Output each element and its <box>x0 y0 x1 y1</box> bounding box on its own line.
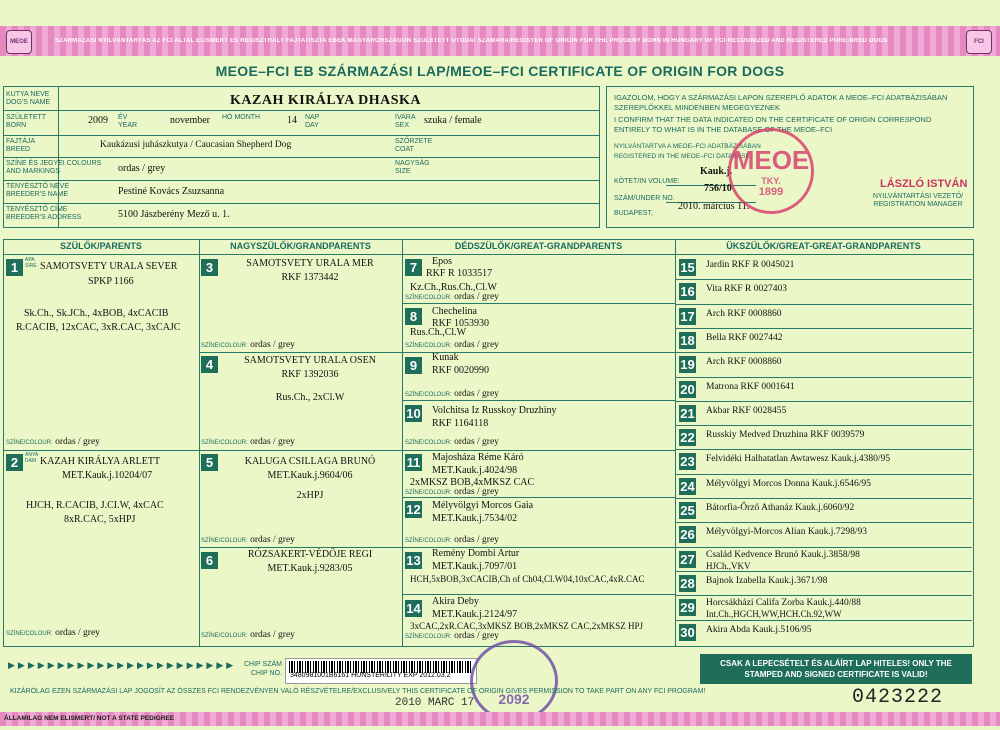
chip-label: CHIP SZÁM CHIP NO. <box>244 661 282 677</box>
g4-colour: SZÍNE/COLOUR: ordas / grey <box>201 437 295 447</box>
meoe-emblem: MEOE <box>6 30 32 54</box>
ggg-entry-extra: Int.Ch.,HGCH,WW,HCH.Ch.92,WW <box>706 609 842 620</box>
ggg-entry: Vita RKF R 0027403 <box>706 284 787 295</box>
number-badge: 6 <box>201 552 218 569</box>
number-badge: 11 <box>406 455 421 470</box>
gg13-titles: HCH,5xBOB,3xCACIB,Ch of Ch04,Cl.W04,10xCAC,4xR.CAC <box>410 574 645 584</box>
born-day: 14 <box>287 115 297 126</box>
ggg-entry: Mélyvölgyi-Morcos Alian Kauk.j.7298/93 <box>706 527 867 538</box>
row-divider <box>675 620 972 621</box>
sire-titles-2: R.CACIB, 12xCAC, 3xR.CAC, 3xCAJC <box>16 322 181 333</box>
name-label: KUTYA NEVE DOG'S NAME <box>6 91 51 106</box>
g6-name: RÓZSAKERT-VÉDŐJE REGI <box>247 549 373 560</box>
g4-name: SAMOTSVETY URALA OSEN <box>244 355 376 366</box>
row-divider <box>675 328 972 329</box>
number-badge: 9 <box>405 357 422 374</box>
gg10-reg: RKF 1164118 <box>432 418 489 429</box>
validity-notice: CSAK A LEPECSÉTELT ÉS ALÁÍRT LAP HITELES! ONLY THE STAMPED AND SIGNED CERTIFICATE IS VALID! <box>700 654 972 684</box>
number-badge: 23 <box>680 454 695 470</box>
row-divider <box>675 474 972 475</box>
sire-titles-1: Sk.Ch., Sk.JCh., 4xBOB, 4xCACIB <box>24 308 169 319</box>
ggg-entry: Arch RKF 0008860 <box>706 308 782 319</box>
number-badge: 14 <box>406 601 421 616</box>
row-divider <box>675 595 972 596</box>
number-badge: 8 <box>405 308 422 325</box>
row-divider <box>675 401 972 402</box>
sex-label: IVARA SEX <box>395 114 416 129</box>
confirm-en: I CONFIRM THAT THE DATA INDICATED ON THE CERTIFICATE OF ORIGIN CORRESPOND ENTIRELY TO WHAT IS IN THE DATABASE OF THE MEOE–FCI <box>614 115 932 134</box>
meoe-round-stamp <box>728 128 814 214</box>
number-badge: 20 <box>680 381 695 397</box>
row-divider <box>675 377 972 378</box>
number-badge: 30 <box>680 624 695 640</box>
gg11-titles: 2xMKSZ BOB,4xMKSZ CAC <box>410 477 535 488</box>
born-label: SZÜLETETT BORN <box>6 114 46 129</box>
g3-colour: SZÍNE/COLOUR: ordas / grey <box>201 340 295 350</box>
ggg-entry: Akira Abda Kauk.j.5106/95 <box>706 624 812 635</box>
dam-titles-2: 8xR.CAC, 5xHPJ <box>64 514 136 525</box>
breeder-label: TENYÉSZTŐ NEVE BREEDER'S NAME <box>6 183 70 198</box>
ggg-entry: Arch RKF 0008860 <box>706 357 782 368</box>
stamp-year: 1899 <box>758 186 784 198</box>
g5-reg: MET.Kauk.j.9604/06 <box>267 470 353 481</box>
number-badge: 2 <box>6 454 23 471</box>
dog-name: KAZAH KIRÁLYA DHASKA <box>230 93 422 108</box>
gg8-colour: SZÍNE/COLOUR: ordas / grey <box>405 340 499 350</box>
dam-colour: SZÍNE/COLOUR: ordas / grey <box>6 628 100 638</box>
volume-label: KÖTET/IN VOLUME: <box>614 178 680 185</box>
dam-titles-1: HJCH, R.CACIB, J.CI.W, 4xCAC <box>26 500 164 511</box>
born-month: november <box>170 115 210 126</box>
gg9-colour: SZÍNE/COLOUR: ordas / grey <box>405 389 499 399</box>
g6-reg: MET.Kauk.j.9283/05 <box>267 563 353 574</box>
gg8-reg: RKF 1053930 <box>432 318 489 329</box>
ggg-entry: Bella RKF 0027442 <box>706 332 783 343</box>
number-badge: 24 <box>680 478 695 494</box>
gg14-colour: SZÍNE/COLOUR: ordas / grey <box>405 631 499 641</box>
day-label: NAP DAY <box>305 114 320 129</box>
barcode-text: 3480981001B6161 HUNSTERILITY EXP 2012.03.2 <box>290 672 451 679</box>
number-badge: 29 <box>680 600 695 616</box>
gg7-titles: Kz.Ch.,Rus.Ch.,Cl.W <box>410 282 497 293</box>
row-divider <box>675 547 972 548</box>
breeder-name: Pestiné Kovács Zsuzsanna <box>118 186 225 197</box>
vet-stamp-number: 2092 <box>498 691 530 707</box>
sire-name: SAMOTSVETY URALA SEVER <box>40 261 178 272</box>
number-badge: 26 <box>680 527 695 543</box>
gg14-name: Akira Deby <box>432 596 479 607</box>
col-greatgreat: ÜKSZÜLŐK/GREAT-GREAT-GRANDPARENTS <box>726 241 921 251</box>
stamp-logo: MEOE <box>732 145 810 175</box>
gg9-name: Kunak <box>432 352 459 363</box>
gg12-name: Mélyvölgyi Morcos Gaia <box>432 500 534 511</box>
dog-breed: Kaukázusi juhászkutya / Caucasian Shepherd Dog <box>100 140 292 150</box>
number-badge: 15 <box>680 260 695 275</box>
g4-titles: Rus.Ch., 2xCl.W <box>275 392 345 403</box>
number-badge: 5 <box>201 454 218 471</box>
g5-name: KALUGA CSILLAGA BRUNÓ <box>244 456 376 467</box>
registered-label: NYILVÁNTARTVA A MEOE–FCI ADATBÁZISÁBAN REGISTERED IN THE MEOE–FCI DATABASE <box>614 143 761 160</box>
g5-titles: 2xHPJ <box>296 490 324 501</box>
ggg-entry: Matrona RKF 0001641 <box>706 381 795 392</box>
manager-label: NYILVÁNTARTÁSI VEZETŐ/ REGISTRATION MANAGER <box>872 193 964 208</box>
registry-city: BUDAPEST, <box>614 210 653 217</box>
dog-colour: ordas / grey <box>118 163 166 174</box>
chip-arrows: ▶▶▶▶▶▶▶▶▶▶▶▶▶▶▶▶▶▶▶▶▶▶▶ <box>8 661 237 671</box>
dam-name: KAZAH KIRÁLYA ARLETT <box>40 456 161 467</box>
certificate-title: MEOE–FCI EB SZÁRMAZÁSI LAP/MEOE–FCI CERTIFICATE OF ORIGIN FOR DOGS <box>215 63 785 79</box>
number-badge: 12 <box>406 502 421 517</box>
row-divider <box>675 498 972 499</box>
col-great: DÉDSZÜLŐK/GREAT-GRANDPARENTS <box>454 241 623 251</box>
ggg-entry: Jardin RKF R 0045021 <box>706 260 795 270</box>
number-badge: 4 <box>201 356 218 373</box>
registry-date: 2010. március 11. <box>678 201 750 212</box>
ggg-entry: Horcsákházi Califa Zorba Kauk.j.440/88 <box>706 598 861 609</box>
not-state-pedigree: ÁLLAMILAG NEM ELISMERT/ NOT A STATE PEDIGREE <box>4 715 175 722</box>
gg8-name: Chechelina <box>432 306 477 317</box>
ggg-entry: Család Kedvence Brunó Kauk.j.3858/98 <box>706 549 860 560</box>
ggg-entry: Russkiy Medved Druzhina RKF 0039579 <box>706 430 865 441</box>
number-badge: 19 <box>680 357 695 373</box>
breed-label: FAJTÁJA BREED <box>6 138 35 153</box>
number-badge: 22 <box>680 430 695 446</box>
g3-name: SAMOTSVETY URALA MER <box>246 258 374 269</box>
coat-label: SZŐRZETE COAT <box>395 138 433 153</box>
serial-number: 0423222 <box>852 686 944 709</box>
number-badge: 10 <box>406 406 421 421</box>
col-parents: SZÜLŐK/PARENTS <box>60 241 142 251</box>
signature-name: LÁSZLÓ ISTVÁN <box>880 178 968 190</box>
dam-label: ANYA DAM <box>25 452 38 464</box>
number-badge: 7 <box>405 259 422 276</box>
gg14-titles: 3xCAC,2xR.CAC,3xMKSZ BOB,2xMKSZ CAC,2xMKSZ HPJ <box>410 621 644 631</box>
gg14-reg: MET.Kauk.j.2124/97 <box>432 609 518 620</box>
gg11-name: Majosháza Réme Káró <box>432 452 524 463</box>
ggg-entry: Felvidéki Halhatatlan Awtawesz Kauk.j.4380/95 <box>706 454 891 465</box>
row-divider <box>675 449 972 450</box>
dam-reg: MET.Kauk.j.10204/07 <box>62 470 153 481</box>
g5-colour: SZÍNE/COLOUR: ordas / grey <box>201 535 295 545</box>
vet-stamp <box>470 640 558 722</box>
gg9-reg: RKF 0020990 <box>432 365 489 376</box>
gg7-colour: SZÍNE/COLOUR: ordas / grey <box>405 292 499 302</box>
gg7-reg: RKF R 1033517 <box>426 268 493 279</box>
row-divider <box>675 571 972 572</box>
number-badge: 17 <box>680 308 695 324</box>
gg13-name: Remény Dombi Artur <box>432 548 520 559</box>
number-badge: 1 <box>6 259 23 276</box>
row-divider <box>675 352 972 353</box>
sire-label: APA SIRE <box>25 257 37 269</box>
g3-reg: RKF 1373442 <box>281 272 339 283</box>
row-divider <box>675 304 972 305</box>
sire-colour: SZÍNE/COLOUR: ordas / grey <box>6 437 100 447</box>
stamp-tky: TKY. <box>761 176 781 186</box>
gg11-colour: SZÍNE/COLOUR: ordas / grey <box>405 487 499 497</box>
chip-barcode <box>285 658 477 684</box>
number-badge: 3 <box>201 259 218 276</box>
dog-sex: szuka / female <box>424 115 482 126</box>
g4-reg: RKF 1392036 <box>281 369 339 380</box>
colour-label: SZÍNE ÉS JEGYEI COLOURS AND MARKINGS <box>6 160 102 175</box>
gg7-name: Epos <box>432 256 452 267</box>
ggg-entry: Mélyvölgyi Morcos Donna Kauk.j.6546/95 <box>706 478 871 489</box>
fci-emblem: FCI <box>966 30 992 54</box>
col-grandparents: NAGYSZÜLŐK/GRANDPARENTS <box>230 241 371 251</box>
confirm-hu: IGAZOLOM, HOGY A SZÁRMAZÁSI LAPON SZEREPLŐ ADATOK A MEOE–FCI ADATBÁZISÁBAN SZEREPLŐKKEL MINDENBEN MEGEGYEZNEK <box>614 93 948 112</box>
address-label: TENYÉSZTŐ CÍME BREEDER'S ADDRESS <box>6 206 82 221</box>
gg11-reg: MET.Kauk.j.4024/98 <box>432 465 518 476</box>
size-label: NAGYSÁG SIZE <box>395 160 430 175</box>
number-label: SZÁM/UNDER NO. <box>614 195 675 202</box>
row-divider <box>675 522 972 523</box>
born-year: 2009 <box>88 115 108 126</box>
registry-book: Kauk.j. <box>700 166 733 177</box>
year-label: ÉV YEAR <box>118 114 138 129</box>
gg10-colour: SZÍNE/COLOUR: ordas / grey <box>405 437 499 447</box>
gg12-reg: MET.Kauk.j.7534/02 <box>432 513 518 524</box>
gg8-titles: Rus.Ch.,Cl.W <box>410 327 467 338</box>
gg12-colour: SZÍNE/COLOUR: ordas / grey <box>405 535 499 545</box>
date-stamp: 2010 MARC 17 <box>395 697 475 709</box>
gg13-reg: MET.Kauk.j.7097/01 <box>432 561 518 572</box>
ggg-entry: Akbar RKF 0028455 <box>706 405 787 416</box>
registry-number: 756/10 <box>704 183 732 194</box>
number-badge: 28 <box>680 575 695 591</box>
number-badge: 16 <box>680 284 695 300</box>
sire-reg: SPKP 1166 <box>88 276 134 287</box>
ggg-entry: Bátorfia-Őrző Athanáz Kauk.j.6060/92 <box>706 503 855 513</box>
ggg-entry-extra: HJCh.,VKV <box>706 560 751 571</box>
number-badge: 18 <box>680 332 695 348</box>
number-badge: 13 <box>406 553 421 568</box>
month-label: HÓ MONTH <box>222 114 261 121</box>
g6-colour: SZÍNE/COLOUR: ordas / grey <box>201 630 295 640</box>
gg10-name: Volchitsa Iz Russkoy Druzhiny <box>432 405 557 416</box>
row-divider <box>675 425 972 426</box>
top-band-text: SZÁRMAZÁSI NYILVÁNTARTÁS AZ FCI ÁLTAL ELISMERT ÉS REGISZTRÁLT FAJTATISZTA EBEK MAGYARORSZÁGON SZÜLETETT UTÓDAI SZÁMÁRA/REGISTER OF ORIGIN FOR THE PROGENY BORN IN HUNGARY OF FCI-RECOGNIZED AND REGISTERED PURE-BRED DOGS <box>55 38 888 44</box>
row-divider <box>675 279 972 280</box>
fci-permission-text: KIZÁRÓLAG EZEN SZÁRMAZÁSI LAP JOGOSÍT AZ ÖSSZES FCI RENDEZVÉNYEN VALÓ RÉSZVÉTELRE/EXCLUSIVELY THIS CERTIFICATE OF ORIGIN GIVES PERMISSION TO TAKE PART ON ANY FCI PROGRAM! <box>10 688 706 695</box>
number-badge: 21 <box>680 405 695 421</box>
ggg-entry: Bajnok Izabella Kauk.j.3671/98 <box>706 575 828 586</box>
number-badge: 27 <box>680 551 695 567</box>
number-badge: 25 <box>680 503 695 518</box>
breeder-address: 5100 Jászberény Mező u. 1. <box>118 209 230 220</box>
